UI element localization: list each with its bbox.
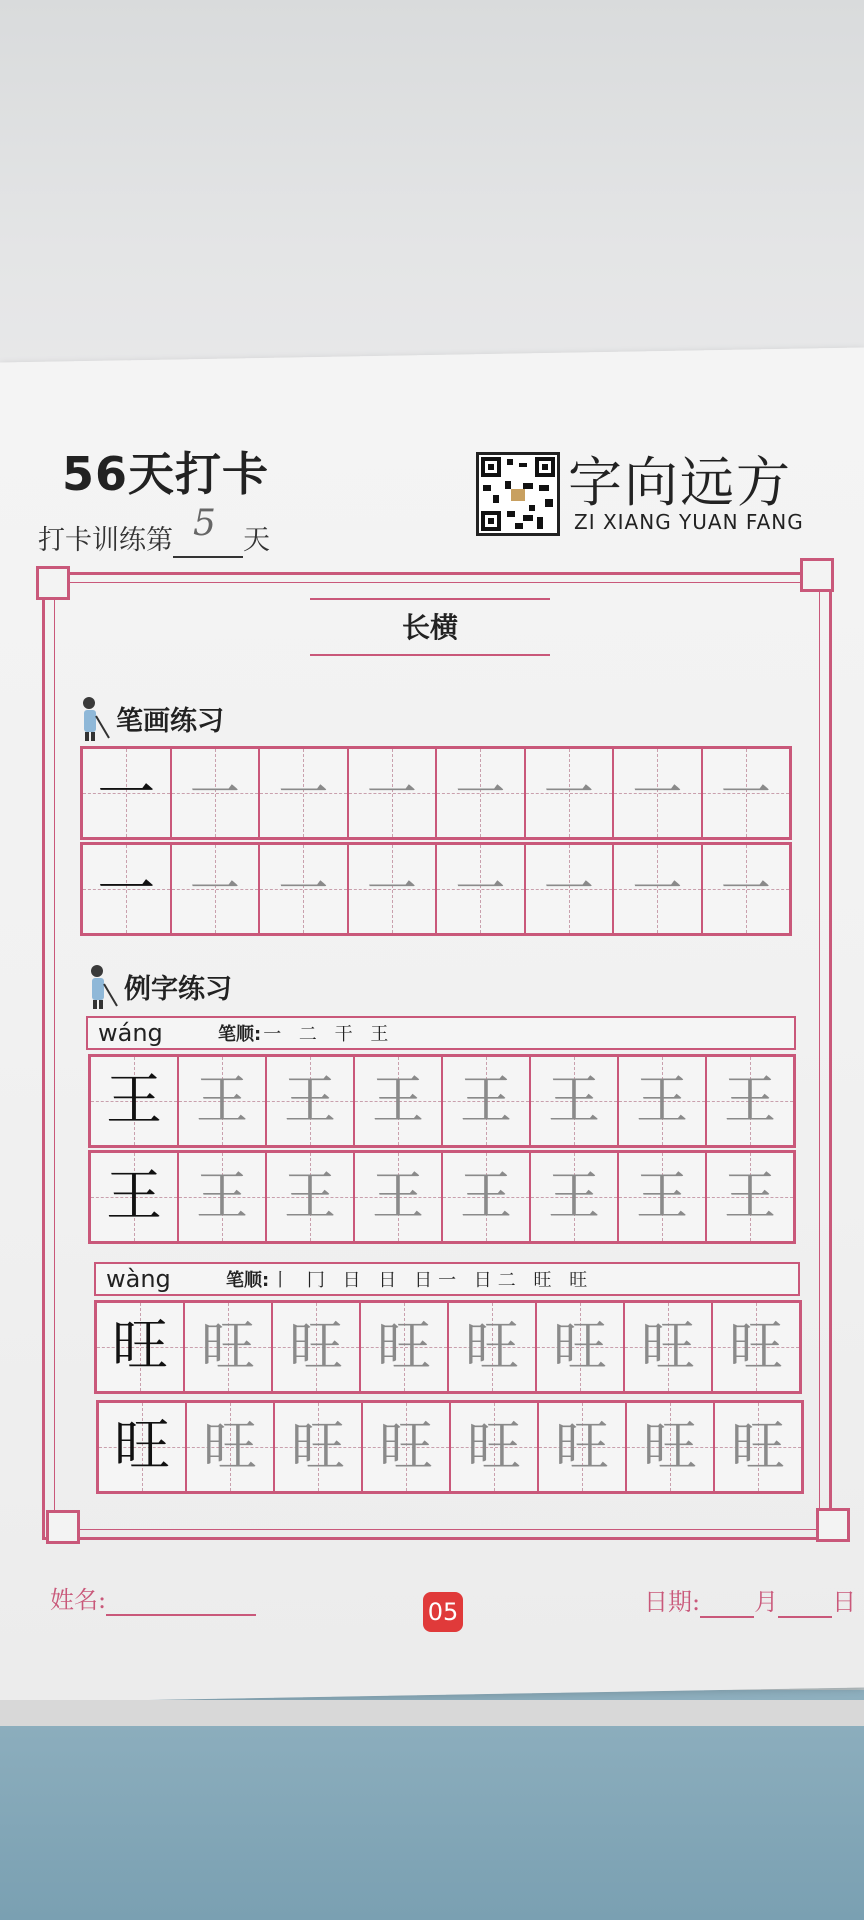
traced-character: 王 (371, 1071, 424, 1131)
calligrapher-figure-icon (84, 962, 118, 1010)
traced-character-cell (706, 1152, 794, 1242)
frame-corner-bottom-left (46, 1510, 80, 1544)
traced-character-cell (442, 1056, 530, 1146)
example-practice-row (88, 1150, 796, 1244)
traced-character: 旺 (553, 1315, 607, 1378)
date-label: 日期: (644, 1588, 701, 1616)
traced-character-cell (702, 844, 791, 934)
stroke-order-label: 笔顺: (218, 1024, 262, 1045)
page-number-badge: 05 (423, 1592, 463, 1632)
brand-logo-pinyin: ZI XIANG YUAN FANG (574, 510, 804, 534)
traced-character: 旺 (201, 1315, 255, 1378)
traced-character: 王 (723, 1071, 776, 1131)
traced-character-cell (613, 844, 702, 934)
traced-character: 王 (723, 1167, 776, 1227)
traced-character: 旺 (377, 1315, 431, 1378)
model-character: 旺 (114, 1414, 170, 1479)
stroke-order: 丨 冂 日 日 日一 日二 旺 旺 (271, 1270, 594, 1291)
traced-character: 旺 (467, 1415, 521, 1478)
traced-character: 王 (459, 1167, 512, 1227)
example-practice-row (88, 1054, 796, 1148)
traced-character-cell (712, 1302, 800, 1392)
name-label: 姓名: (50, 1586, 107, 1614)
traced-character: 一 (189, 860, 240, 918)
traced-character-cell (171, 844, 260, 934)
traced-character-cell (448, 1302, 536, 1392)
traced-character-cell (354, 1152, 442, 1242)
example-practice-row (94, 1300, 802, 1394)
traced-character: 一 (543, 860, 594, 918)
traced-character-cell (184, 1302, 272, 1392)
example-practice-row (96, 1400, 804, 1494)
traced-character: 旺 (729, 1315, 783, 1378)
pinyin: wáng (98, 1019, 163, 1047)
stroke-practice-label: 笔画练习 (116, 705, 224, 737)
model-character: 王 (106, 1068, 162, 1133)
page-edge (0, 1700, 864, 1726)
traced-character-cell (624, 1302, 712, 1392)
traced-character: 一 (278, 764, 329, 822)
name-blank (106, 1586, 256, 1616)
traced-character: 王 (195, 1167, 248, 1227)
example-practice-heading (84, 962, 232, 1010)
traced-character: 王 (635, 1167, 688, 1227)
handwritten-day: 5 (193, 503, 216, 544)
traced-character: 一 (720, 860, 771, 918)
traced-character: 一 (455, 764, 506, 822)
traced-character-cell (272, 1302, 360, 1392)
model-character-cell (98, 1402, 186, 1492)
traced-character-cell (450, 1402, 538, 1492)
traced-character-cell (259, 844, 348, 934)
model-character: 一 (97, 759, 156, 827)
traced-character: 王 (459, 1071, 512, 1131)
traced-character-cell (618, 1152, 706, 1242)
traced-character-cell (436, 748, 525, 838)
traced-character: 王 (371, 1167, 424, 1227)
traced-character-cell (274, 1402, 362, 1492)
traced-character: 一 (278, 860, 329, 918)
traced-character: 旺 (291, 1415, 345, 1478)
stroke-order-label: 笔顺: (226, 1270, 270, 1291)
traced-character: 旺 (465, 1315, 519, 1378)
model-character: 一 (97, 855, 156, 923)
day-blank-field (778, 1588, 832, 1618)
traced-character: 一 (366, 860, 417, 918)
traced-character-cell (266, 1056, 354, 1146)
checkin-day-line (38, 503, 270, 558)
month-blank (700, 1588, 754, 1618)
traced-character-cell (530, 1152, 618, 1242)
traced-character-cell (536, 1302, 624, 1392)
calligrapher-figure-icon (76, 694, 110, 742)
traced-character-cell (714, 1402, 802, 1492)
traced-character: 王 (547, 1071, 600, 1131)
traced-character-cell (362, 1402, 450, 1492)
char-header-wang4 (94, 1262, 800, 1296)
traced-character: 旺 (641, 1315, 695, 1378)
model-character-cell (82, 844, 171, 934)
frame-corner-top-left (36, 566, 70, 600)
traced-character-cell (436, 844, 525, 934)
traced-character: 一 (366, 764, 417, 822)
checkin-suffix: 天 (243, 525, 270, 556)
stroke-practice-heading (76, 694, 224, 742)
stroke-order: 一 二 干 王 (263, 1024, 395, 1045)
stroke-practice-row (80, 746, 792, 840)
traced-character-cell (266, 1152, 354, 1242)
checkin-prefix: 打卡训练第 (38, 525, 173, 556)
month-label: 月 (754, 1588, 779, 1616)
frame-corner-bottom-right (816, 1508, 850, 1542)
page-title: 56天打卡 (62, 447, 270, 501)
traced-character-cell (706, 1056, 794, 1146)
traced-character: 一 (632, 764, 683, 822)
traced-character-cell (613, 748, 702, 838)
lesson-title: 长横 (401, 611, 458, 644)
qr-code-icon (476, 452, 560, 536)
model-character: 王 (106, 1164, 162, 1229)
brand-logo: 字向远方 (568, 451, 792, 514)
lesson-banner (310, 598, 550, 656)
traced-character: 旺 (289, 1315, 343, 1378)
model-character-cell (90, 1152, 178, 1242)
traced-character: 旺 (731, 1415, 785, 1478)
traced-character-cell (525, 748, 614, 838)
stroke-practice-row (80, 842, 792, 936)
traced-character: 一 (189, 764, 240, 822)
traced-character: 王 (195, 1071, 248, 1131)
day-label: 日 (832, 1588, 857, 1616)
model-character-cell (96, 1302, 184, 1392)
pinyin: wàng (106, 1265, 171, 1293)
date-field (644, 1582, 856, 1618)
traced-character-cell (178, 1152, 266, 1242)
model-character-cell (82, 748, 171, 838)
traced-character: 王 (547, 1167, 600, 1227)
traced-character-cell (171, 748, 260, 838)
example-practice-label: 例字练习 (124, 973, 232, 1005)
model-character-cell (90, 1056, 178, 1146)
traced-character: 王 (635, 1071, 688, 1131)
traced-character-cell (618, 1056, 706, 1146)
traced-character: 一 (455, 860, 506, 918)
traced-character: 一 (543, 764, 594, 822)
traced-character: 旺 (203, 1415, 257, 1478)
traced-character: 一 (632, 860, 683, 918)
traced-character-cell (702, 748, 791, 838)
traced-character-cell (360, 1302, 448, 1392)
traced-character-cell (626, 1402, 714, 1492)
traced-character: 一 (720, 764, 771, 822)
traced-character-cell (354, 1056, 442, 1146)
traced-character: 旺 (643, 1415, 697, 1478)
traced-character-cell (348, 748, 437, 838)
day-blank (173, 503, 243, 558)
traced-character: 王 (283, 1071, 336, 1131)
traced-character-cell (442, 1152, 530, 1242)
traced-character-cell (530, 1056, 618, 1146)
char-header-wang2 (86, 1016, 796, 1050)
traced-character-cell (538, 1402, 626, 1492)
traced-character-cell (186, 1402, 274, 1492)
traced-character: 王 (283, 1167, 336, 1227)
model-character: 旺 (112, 1314, 168, 1379)
traced-character-cell (178, 1056, 266, 1146)
traced-character: 旺 (379, 1415, 433, 1478)
traced-character-cell (348, 844, 437, 934)
frame-corner-top-right (800, 558, 834, 592)
name-field (50, 1580, 256, 1616)
traced-character-cell (259, 748, 348, 838)
traced-character-cell (525, 844, 614, 934)
traced-character: 旺 (555, 1415, 609, 1478)
